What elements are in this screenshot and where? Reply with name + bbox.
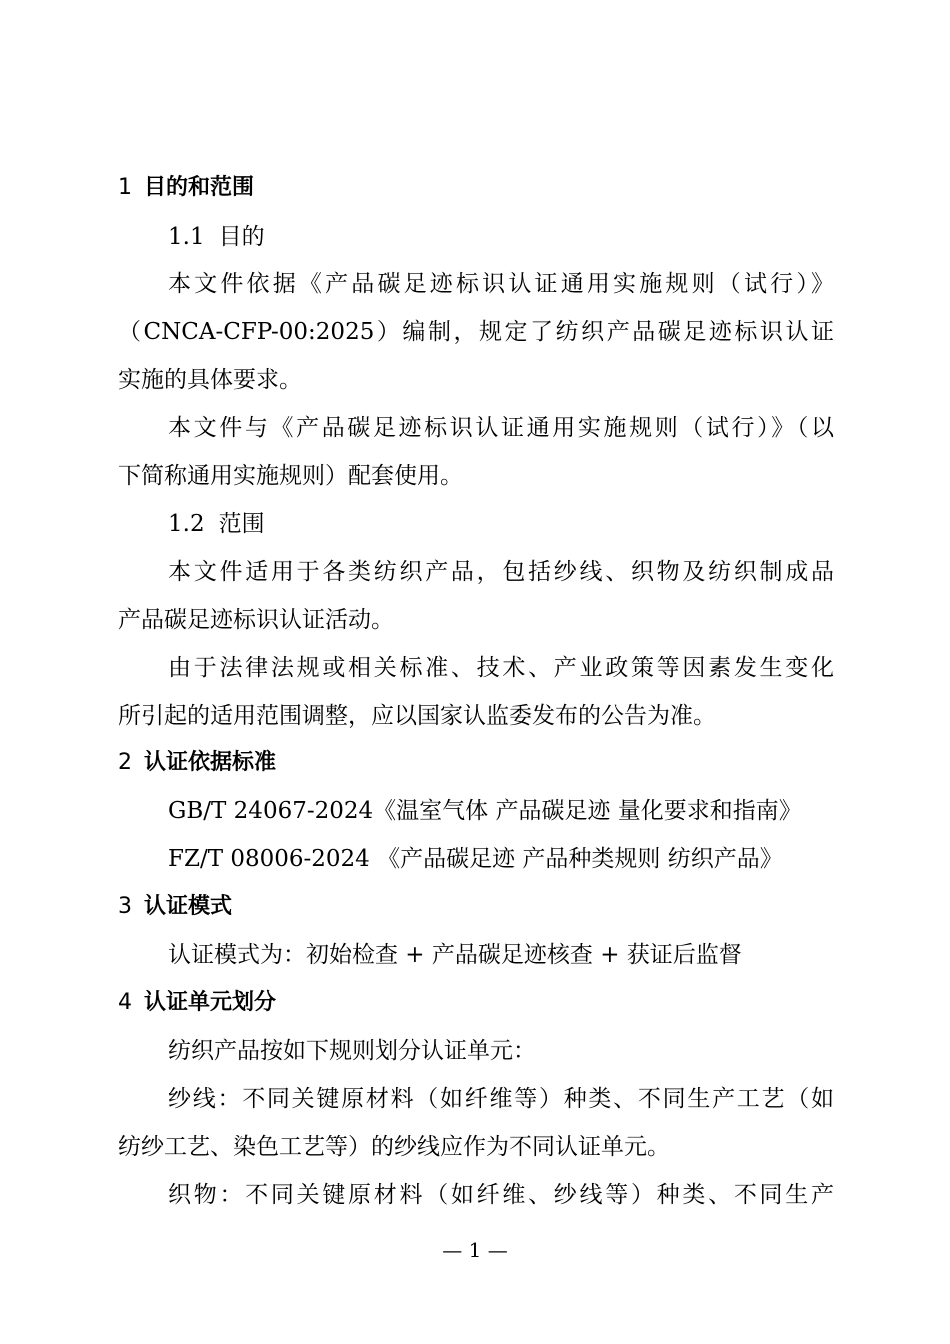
- section-number: 4: [118, 990, 132, 1015]
- heading-section-1: [118, 172, 834, 204]
- heading-section-2: [118, 747, 834, 779]
- paragraph-line: 织物：不同关键原材料（如纤维、纱线等）种类、不同生产: [168, 1182, 834, 1208]
- section-title: 认证模式: [144, 894, 233, 919]
- standard-item: GB/T 24067-2024《温室气体 产品碳足迹 量化要求和指南》: [168, 798, 802, 824]
- section-title: 认证依据标准: [144, 750, 277, 775]
- standard-item: FZ/T 08006-2024 《产品碳足迹 产品种类规则 纺织产品》: [168, 846, 783, 872]
- paragraph-line: 纺纱工艺、染色工艺等）的纱线应作为不同认证单元。: [118, 1134, 670, 1160]
- paragraph-line: 本文件依据《产品碳足迹标识认证通用实施规则（试行）》: [168, 271, 834, 297]
- heading-section-4: [118, 987, 834, 1019]
- paragraph-line: 产品碳足迹标识认证活动。: [118, 607, 394, 633]
- section-title: 认证单元划分: [144, 990, 277, 1015]
- paragraph-line: （CNCA-CFP-00:2025）编制，规定了纺织产品碳足迹标识认证: [118, 319, 834, 345]
- paragraph-line: 下简称通用实施规则）配套使用。: [118, 463, 463, 489]
- section-number: 3: [118, 894, 132, 919]
- section-title: 目的: [218, 224, 265, 250]
- section-number: 1.2: [168, 511, 205, 537]
- paragraph-line: 所引起的适用范围调整，应以国家认监委发布的公告为准。: [118, 703, 716, 729]
- paragraph-line: 本文件与《产品碳足迹标识认证通用实施规则（试行）》（以: [168, 415, 834, 441]
- section-title: 范围: [218, 511, 265, 537]
- heading-section-1-1: [168, 221, 834, 253]
- section-number: 2: [118, 750, 132, 775]
- section-number: 1.1: [168, 224, 205, 250]
- section-number: 1: [118, 175, 132, 200]
- paragraph-line: 实施的具体要求。: [118, 367, 302, 393]
- page-number: — 1 —: [442, 1238, 508, 1262]
- paragraph-line: 纺织产品按如下规则划分认证单元：: [168, 1038, 536, 1064]
- paragraph-line: 认证模式为：初始检查 + 产品碳足迹核查 + 获证后监督: [168, 942, 742, 968]
- paragraph-line: 由于法律法规或相关标准、技术、产业政策等因素发生变化: [168, 655, 834, 681]
- section-title: 目的和范围: [144, 175, 255, 200]
- heading-section-3: [118, 891, 834, 923]
- paragraph-line: 本文件适用于各类纺织产品，包括纱线、织物及纺织制成品: [168, 559, 834, 585]
- heading-section-1-2: [168, 508, 834, 540]
- paragraph-line: 纱线：不同关键原材料（如纤维等）种类、不同生产工艺（如: [168, 1086, 834, 1112]
